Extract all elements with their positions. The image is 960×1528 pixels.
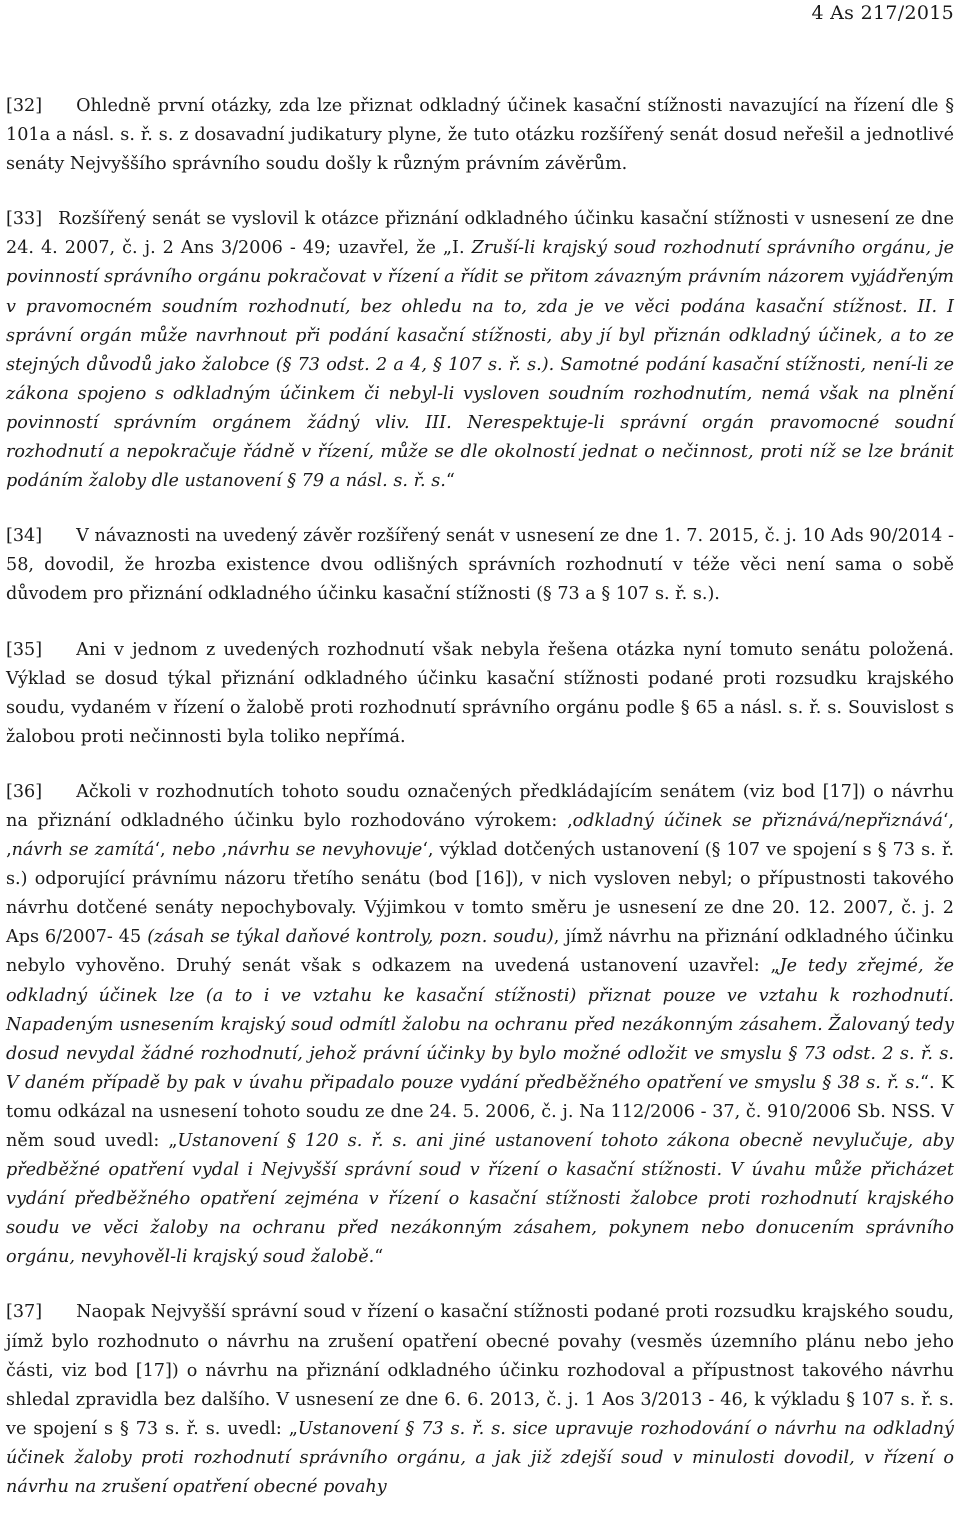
- text-run: Ani v jednom z uvedených rozhodnutí však nebyla řešena otázka nyní tomuto senátu položená. Výklad se dosud týkal přiznání odkladného účinku kasační stížnosti podané proti rozsudku krajského soudu, vydaném v řízení o žalobě proti rozhodnutí správního orgánu podle § 65 a násl. s. ř. s. Souvislost s žalobou proti nečinnosti byla toliko nepřímá.: [6, 639, 954, 747]
- text-run: “: [374, 1247, 384, 1268]
- text-run: Rozšířený senát se vyslovil k otázce přiznání odkladného účinku kasační stížnosti v usnesení ze dne 24. 4. 2007, č. j. 2 Ans 3/2006 - 49; uzavřel, že „I.: [6, 209, 954, 259]
- italic-quote-run: návrhu se nevyhovuje: [227, 840, 423, 861]
- text-run: V návaznosti na uvedený závěr rozšířený senát v usnesení ze dne 1. 7. 2015, č. j. 10 Ads 90/2014 - 58, dovodil, že hrozba existence dvou odlišných správních rozhodnutí v téže věci není sama o sobě důvodem pro přiznání odkladného účinku kasační stížnosti (§ 73 a § 107 s. ř. s.).: [6, 526, 954, 605]
- paragraph-number: [34]: [6, 526, 43, 547]
- italic-quote-run: Je tedy zřejmé, že odkladný účinek lze (a to i ve vztahu ke kasační stížnosti) přiznat pouze ve vztahu k rozhodnutí. Napadeným usnesením krajský soud odmítl žalobu na ochranu před nezákonným zásahem. Žalovaný tedy dosud nevydal žádné rozhodnutí, jehož právní účinky by bylo možné odložit ve smyslu § 73 odst. 2 s. ř. s. V daném případě by pak v úvahu připadalo pouze vydání předběžného opatření ve smyslu § 38 s. ř. s.: [6, 956, 954, 1093]
- paragraph-text: [6, 1302, 954, 1497]
- paragraph-number: [32]: [6, 96, 43, 116]
- italic-quote-run: odkladný účinek se přiznává/nepřiznává: [572, 810, 943, 831]
- italic-quote-run: Ustanovení § 73 s. ř. s. sice upravuje rozhodování o návrhu na odkladný účinek žaloby proti rozhodnutí správního orgánu, a jak již zdejší soud v minulosti dovodil, v řízení o návrhu na zrušení opatření obecné povahy: [6, 1418, 954, 1498]
- paragraph-37: [6, 1298, 954, 1502]
- text-run: “: [445, 471, 455, 492]
- text-run: Ačkoli v rozhodnutích tohoto soudu označených předkládajícím senátem (viz bod [17]) o návrhu na přiznání odkladného účinku bylo rozhodováno výrokem: ‚: [6, 781, 954, 831]
- paragraph-text: [6, 96, 954, 174]
- text-run: Naopak Nejvyšší správní soud v řízení o kasační stížnosti podané proti rozsudku krajského soudu, jímž bylo rozhodnuto o návrhu na zrušení opatření obecné povahy (vesměs územního plánu nebo jeho části, viz bod [17]) o návrhu na přiznání odkladného účinku rozhodoval a přípustnost takového návrhu shledal zpravidla bez dalšího. V usnesení ze dne 6. 6. 2013, č. j. 1 Aos 3/2013 - 46, k výkladu § 107 s. ř. s. ve spojení s § 73 s. ř. s. uvedl: „: [6, 1302, 954, 1439]
- text-run: Ohledně první otázky, zda lze přiznat odkladný účinek kasační stížnosti navazující na řízení dle § 101a a násl. s. ř. s. z dosavadní judikatury plyne, že tuto otázku rozšířený senát dosud neřešil a jednotlivé senáty Nejvyššího správního soudu došly k různým právním závěrům.: [6, 96, 954, 175]
- paragraph-number: [33]: [6, 209, 43, 230]
- text-run: ‚: [215, 840, 228, 861]
- italic-quote-run: návrh se zamítá: [11, 840, 155, 861]
- paragraph-32: [6, 92, 954, 179]
- document-body: [6, 92, 954, 1528]
- italic-quote-run: Ustanovení § 120 s. ř. s. ani jiné ustanovení tohoto zákona obecně nevylučuje, aby předběžné opatření vydal i Nejvyšší správní soud v řízení o kasační stížnosti. V úvahu může přicházet vydání předběžného opatření zejména v řízení o kasační stížnosti žalobce proti rozhodnutí krajského soudu ve věci žaloby na ochranu před nezákonným zásahem, pokynem nebo donucením správního orgánu, nevyhověl-li krajský soud žalobě.: [6, 1131, 954, 1268]
- italic-quote-run: nebo: [171, 840, 216, 861]
- paragraph-text: [6, 209, 954, 491]
- paragraph-34: [6, 522, 954, 609]
- text-run: ‘,: [154, 840, 172, 861]
- italic-quote-run: Zruší-li krajský soud rozhodnutí správního orgánu, je povinností správního orgánu pokračovat v řízení a řídit se přitom závazným právním názorem vyjádřeným v pravomocném soudním rozhodnutí, bez ohledu na to, zda je ve věci podána kasační stížnost. II. I správní orgán může navrhnout při podání kasační stížnosti, aby jí byl přiznán odkladný účinek, a to ze stejných důvodů jako žalobce (§ 73 odst. 2 a 4, § 107 s. ř. s.). Samotné podání kasační stížnosti, není-li ze zákona spojeno s odkladným účinkem či nebyl-li vysloven soudním rozhodnutím, nemá však na plnění povinností správním orgánem žádný vliv. III. Nerespektuje-li správní orgán pravomocné soudní rozhodnutí a nepokračuje řádně v řízení, může se dle okolností jednat o nečinnost, proti níž se lze bránit podáním žaloby dle ustanovení § 79 a násl. s. ř. s.: [6, 238, 954, 492]
- case-reference: 4 As 217/2015: [811, 2, 954, 24]
- text-run: , jímž návrhu na přiznání odkladného účinku nebylo vyhověno. Druhý senát však s odkazem na uvedená ustanovení uzavřel: „: [6, 927, 954, 977]
- paragraph-number: [35]: [6, 639, 43, 660]
- text-run: ‘, výklad dotčených ustanovení (§ 107 ve spojení s § 73 s. ř. s.) odporující právnímu názoru třetího senátu (bod [16]), v nich vysloven nebyl; o přípustnosti takového návrhu dotčené senáty nepochybovaly. Výjimkou v tomto směru je usnesení ze dne 20. 12. 2007, č. j. 2 Aps 6/2007- 45: [6, 840, 955, 948]
- text-run: “. K tomu odkázal na usnesení tohoto soudu ze dne 24. 5. 2006, č. j. Na 112/2006 - 37, č. 910/2006 Sb. NSS. V něm soud uvedl: „: [6, 1072, 955, 1151]
- italic-quote-run: (zásah se týkal daňové kontroly, pozn. soudu): [147, 927, 554, 948]
- paragraph-number: [37]: [6, 1302, 43, 1323]
- paragraph-33: [6, 205, 954, 496]
- paragraph-number: [36]: [6, 781, 43, 802]
- paragraph-text: [6, 782, 954, 1268]
- paragraph-35: [6, 636, 954, 752]
- paragraph-36: [6, 778, 954, 1273]
- text-run: ‘, ‚: [6, 810, 955, 861]
- paragraph-text: [6, 526, 954, 604]
- paragraph-text: [6, 640, 954, 747]
